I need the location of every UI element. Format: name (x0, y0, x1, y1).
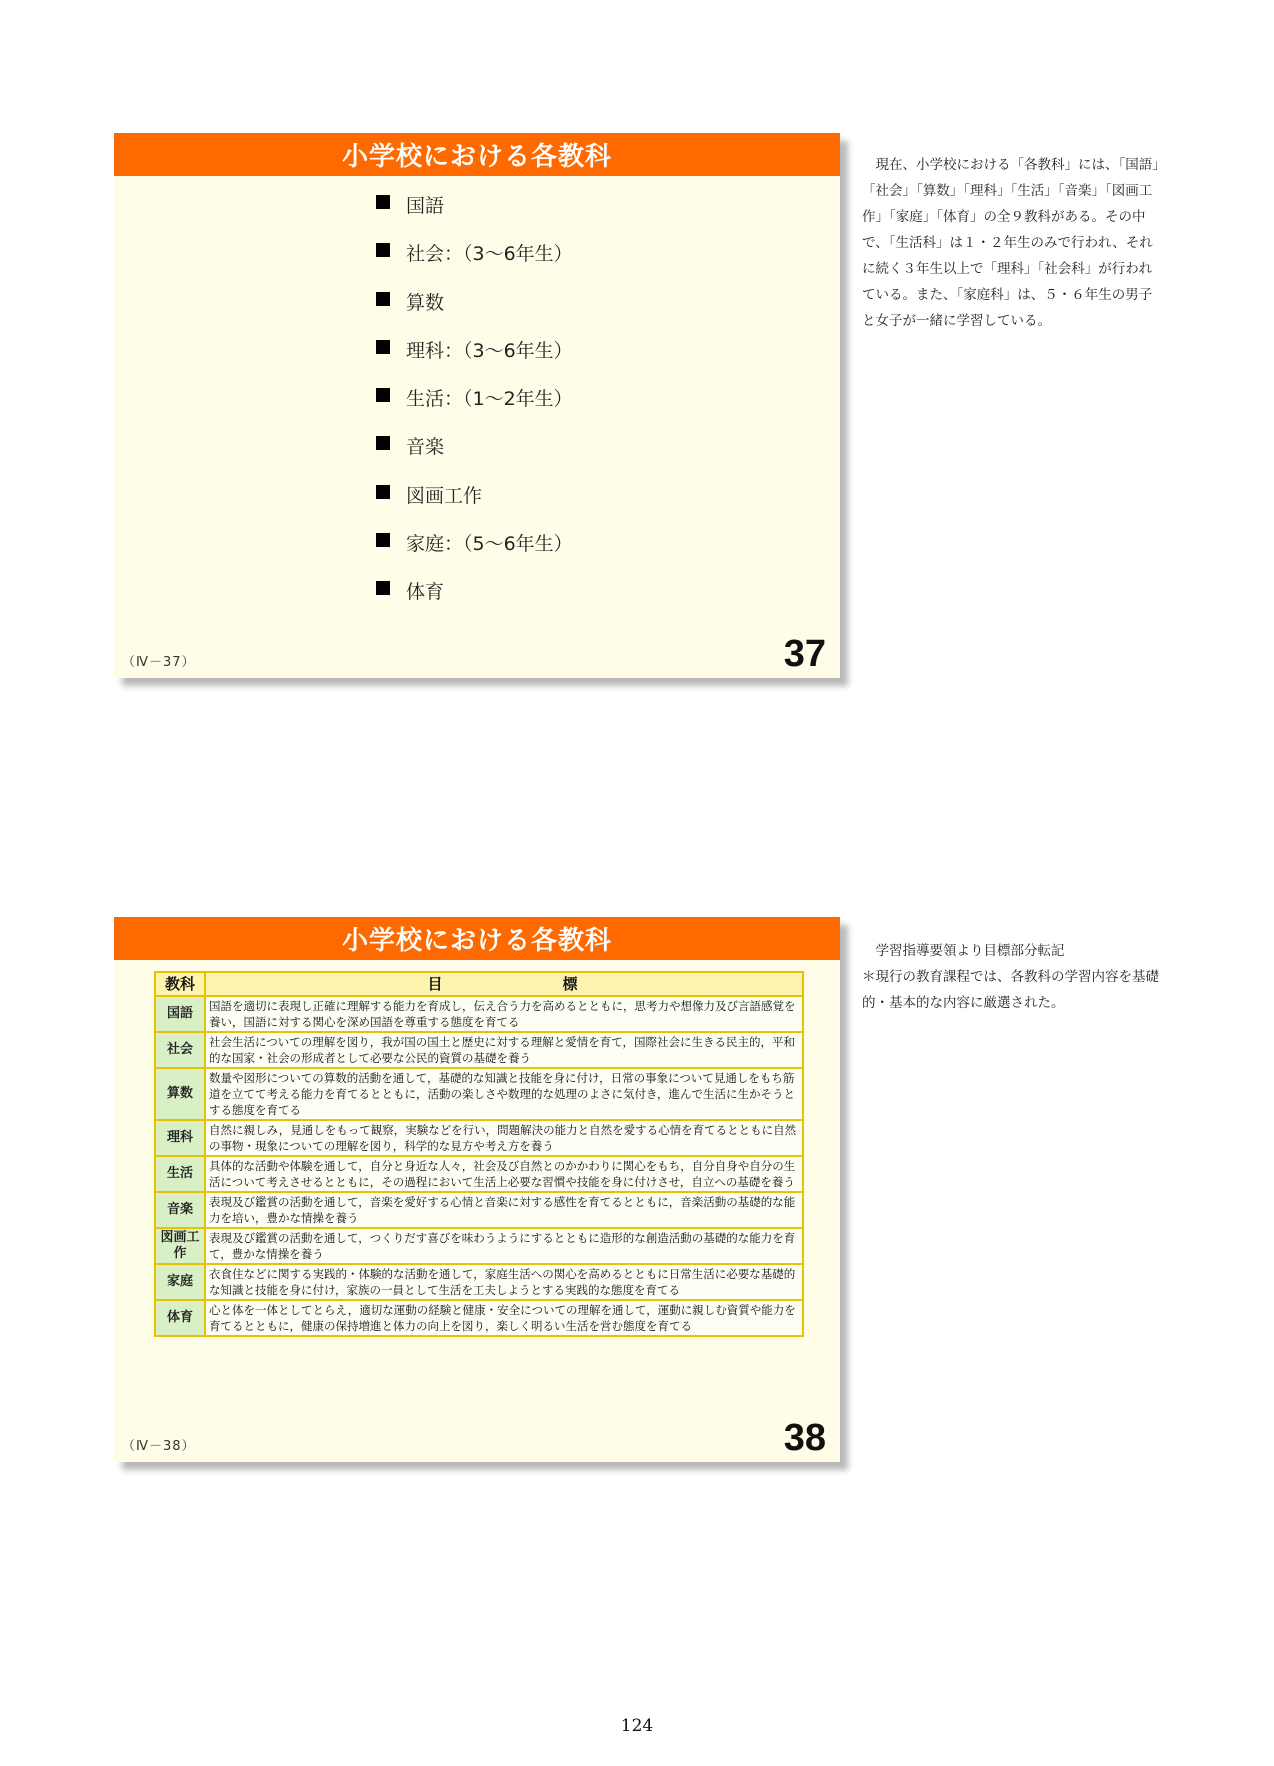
square-bullet-icon (376, 388, 390, 402)
list-item: 音楽 (376, 432, 573, 480)
goal-cell: 国語を適切に表現し正確に理解する能力を育成し，伝え合う力を高めるとともに，思考力や想像力及び言語感覚を養い，国語に対する関心を深め国語を尊重する態度を育てる (205, 996, 803, 1032)
slide-ref: （Ⅳ－37） (122, 655, 196, 670)
subject-cell: 体育 (155, 1300, 205, 1336)
table-header-row (155, 972, 803, 996)
list-item: 生活：（1～2年生） (376, 384, 573, 432)
table-row (155, 1228, 803, 1264)
goal-cell: 衣食住などに関する実践的・体験的な活動を通して，家庭生活への関心を高めるとともに日常生活に必要な基礎的な知識と技能を身に付け，家族の一員として生活を工夫しようとする実践的な態度を育てる (205, 1264, 803, 1300)
slide-37-note (862, 152, 1162, 334)
slide-title: 小学校における各教科 (114, 133, 840, 176)
goal-cell: 表現及び鑑賞の活動を通して，音楽を愛好する心情と音楽に対する感性を育てるとともに，音楽活動の基礎的な能力を培い，豊かな情操を養う (205, 1192, 803, 1228)
page-number: 124 (620, 1716, 654, 1736)
list-item: 国語 (376, 191, 573, 239)
subject-list (376, 191, 573, 626)
square-bullet-icon (376, 485, 390, 499)
list-item: 体育 (376, 577, 573, 625)
slide-number: 38 (783, 1417, 826, 1459)
note-line-1: 学習指導要領より目標部分転記 (875, 943, 1065, 959)
square-bullet-icon (376, 243, 390, 257)
slide-title: 小学校における各教科 (114, 917, 840, 960)
table-row (155, 1068, 803, 1120)
table-row (155, 1120, 803, 1156)
goal-cell: 心と体を一体としてとらえ，適切な運動の経験と健康・安全についての理解を通して，運動に親しむ資質や能力を育てるとともに，健康の保持増進と体力の向上を図り，楽しく明るい生活を営む態度を育てる (205, 1300, 803, 1336)
table-row (155, 996, 803, 1032)
goal-cell: 数量や図形についての算数的活動を通して，基礎的な知識と技能を身に付け，日常の事象について見通しをもち筋道を立てて考える能力を育てるとともに，活動の楽しさや数理的な処理のよさに気付き，進んで生活に生かそうとする態度を育てる (205, 1068, 803, 1120)
square-bullet-icon (376, 581, 390, 595)
column-header-subject: 教科 (155, 972, 205, 996)
slide-38 (114, 917, 840, 1462)
list-item: 家庭：（5～6年生） (376, 529, 573, 577)
slide-38-note (862, 938, 1162, 1016)
list-item: 社会：（3～6年生） (376, 239, 573, 287)
note-text: 現在、小学校における「各教科」には、「国語」「社会」「算数」「理科」「生活」「音楽」「図画工作」「家庭」「体育」の全９教科がある。その中で、「生活科」は１・２年生のみで行われ、それに続く３年生以上で「理科」「社会科」が行われている。また、「家庭科」は、５・６年生の男子と女子が一緒に学習している。 (862, 157, 1159, 329)
subject-cell: 家庭 (155, 1264, 205, 1300)
list-item: 算数 (376, 288, 573, 336)
note-line-2: ＊現行の教育課程では、各教科の学習内容を基礎的・基本的な内容に厳選された。 (862, 969, 1159, 1011)
goals-table (154, 971, 804, 1337)
subject-cell: 音楽 (155, 1192, 205, 1228)
goal-cell: 自然に親しみ，見通しをもって観察，実験などを行い，問題解決の能力と自然を愛する心情を育てるとともに自然の事物・現象についての理解を図り，科学的な見方や考え方を養う (205, 1120, 803, 1156)
subject-cell: 理科 (155, 1120, 205, 1156)
square-bullet-icon (376, 292, 390, 306)
subject-cell: 算数 (155, 1068, 205, 1120)
table-row (155, 1032, 803, 1068)
square-bullet-icon (376, 195, 390, 209)
table-row (155, 1156, 803, 1192)
table-row (155, 1300, 803, 1336)
square-bullet-icon (376, 436, 390, 450)
column-header-goal: 目標 (205, 972, 803, 996)
table-row (155, 1264, 803, 1300)
subject-cell: 生活 (155, 1156, 205, 1192)
subject-cell: 図画工作 (155, 1228, 205, 1264)
list-item: 図画工作 (376, 481, 573, 529)
goal-cell: 表現及び鑑賞の活動を通して，つくりだす喜びを味わうようにするとともに造形的な創造活動の基礎的な能力を育て，豊かな情操を養う (205, 1228, 803, 1264)
slide-37 (114, 133, 840, 678)
goal-cell: 社会生活についての理解を図り，我が国の国土と歴史に対する理解と愛情を育て，国際社会に生きる民主的，平和的な国家・社会の形成者として必要な公民的資質の基礎を養う (205, 1032, 803, 1068)
subject-cell: 社会 (155, 1032, 205, 1068)
goal-cell: 具体的な活動や体験を通して，自分と身近な人々，社会及び自然とのかかわりに関心をもち，自分自身や自分の生活について考えさせるとともに，その過程において生活上必要な習慣や技能を身に付けさせ，自立への基礎を養う (205, 1156, 803, 1192)
slide-ref: （Ⅳ－38） (122, 1439, 196, 1454)
square-bullet-icon (376, 340, 390, 354)
slide-number: 37 (783, 633, 826, 675)
subject-cell: 国語 (155, 996, 205, 1032)
square-bullet-icon (376, 533, 390, 547)
list-item: 理科：（3～6年生） (376, 336, 573, 384)
table-row (155, 1192, 803, 1228)
